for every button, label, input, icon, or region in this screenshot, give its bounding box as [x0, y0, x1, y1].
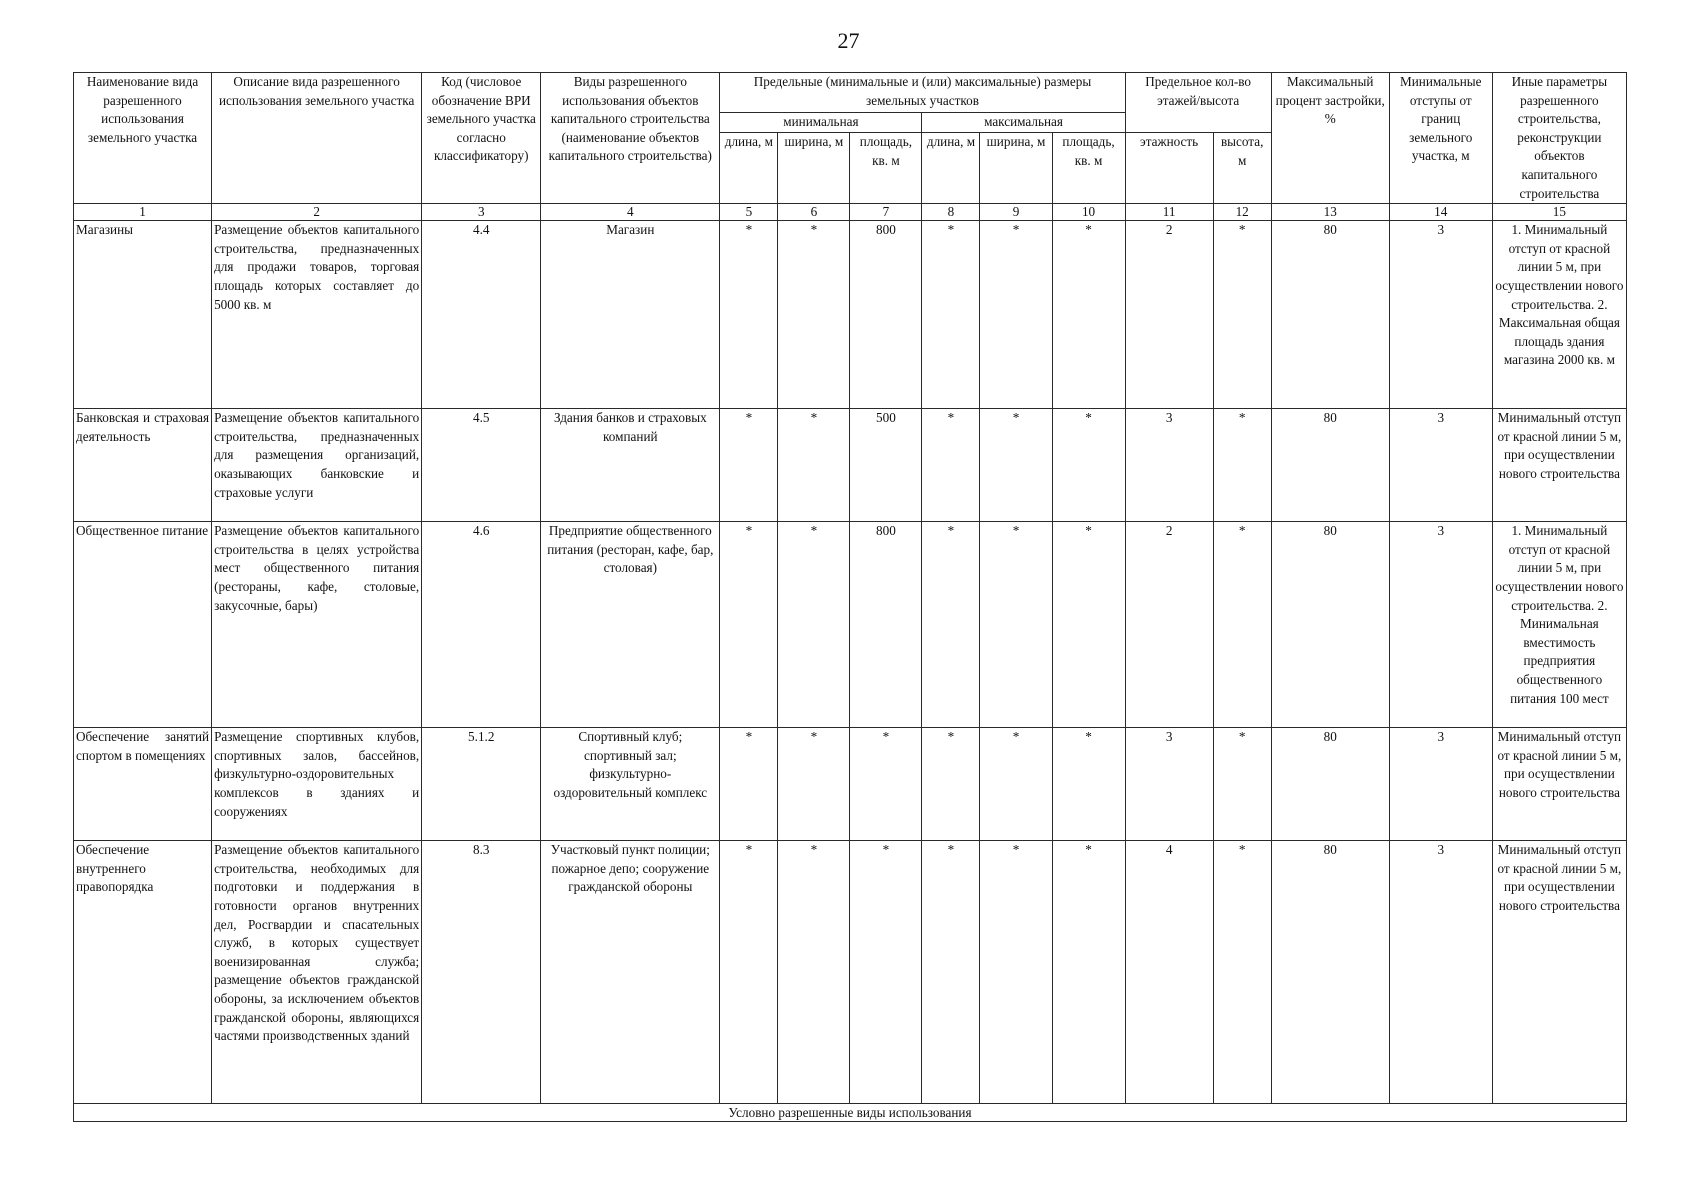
header-min-width: ширина, м: [778, 133, 850, 204]
cell-min-length: *: [720, 221, 778, 409]
header-height: высота, м: [1213, 133, 1271, 204]
section-footer: Условно разрешенные виды использования: [74, 1104, 1627, 1122]
cell-max-area: *: [1052, 728, 1125, 841]
column-number: 6: [778, 204, 850, 221]
table-row: [74, 841, 1627, 1104]
cell-floors: 4: [1125, 841, 1213, 1104]
header-max-length: длина, м: [922, 133, 980, 204]
column-number: 9: [980, 204, 1052, 221]
cell-max-length: *: [922, 841, 980, 1104]
cell-max-width: *: [980, 728, 1052, 841]
cell-description: Размещение спортивных клубов, спортивных залов, бассейнов, физкультурно-оздоровительных комплексов в зданиях и сооружениях: [212, 728, 422, 841]
header-limits: Предельные (минимальные и (или) максимальные) размеры земельных участков: [720, 73, 1125, 113]
cell-setback: 3: [1389, 841, 1492, 1104]
column-number: 13: [1271, 204, 1389, 221]
cell-name: Общественное питание: [74, 522, 212, 728]
cell-min-length: *: [720, 409, 778, 522]
cell-percent: 80: [1271, 728, 1389, 841]
cell-max-area: *: [1052, 409, 1125, 522]
cell-height: *: [1213, 728, 1271, 841]
cell-code: 4.6: [422, 522, 541, 728]
column-number: 2: [212, 204, 422, 221]
cell-name: Обеспечение внутреннего правопорядка: [74, 841, 212, 1104]
column-number: 1: [74, 204, 212, 221]
header-min-length: длина, м: [720, 133, 778, 204]
header-min-setback: Минимальные отступы от границ земельного участка, м: [1389, 73, 1492, 204]
table-row: [74, 409, 1627, 522]
cell-max-length: *: [922, 728, 980, 841]
cell-code: 8.3: [422, 841, 541, 1104]
regulations-table: [73, 72, 1627, 1122]
cell-description: Размещение объектов капитального строительства, предназначенных для продажи товаров, торговая площадь которых составляет до 5000 кв. м: [212, 221, 422, 409]
column-number: 15: [1492, 204, 1626, 221]
column-number: 10: [1052, 204, 1125, 221]
cell-min-area: 800: [850, 522, 922, 728]
cell-name: Обеспечение занятий спортом в помещениях: [74, 728, 212, 841]
table-row: [74, 522, 1627, 728]
header-min: минимальная: [720, 112, 922, 132]
cell-min-width: *: [778, 409, 850, 522]
cell-max-length: *: [922, 522, 980, 728]
cell-min-area: 500: [850, 409, 922, 522]
cell-setback: 3: [1389, 221, 1492, 409]
column-number: 7: [850, 204, 922, 221]
cell-objects: Предприятие общественного питания (ресторан, кафе, бар, столовая): [541, 522, 720, 728]
cell-height: *: [1213, 221, 1271, 409]
cell-description: Размещение объектов капитального строительства, предназначенных для размещения организаций, оказывающих банковские и страховые услуги: [212, 409, 422, 522]
cell-objects: Здания банков и страховых компаний: [541, 409, 720, 522]
cell-percent: 80: [1271, 522, 1389, 728]
cell-objects: Спортивный клуб; спортивный зал; физкультурно-оздоровительный комплекс: [541, 728, 720, 841]
cell-max-area: *: [1052, 522, 1125, 728]
header-floors-height: Предельное кол-во этажей/высота: [1125, 73, 1271, 133]
cell-other: Минимальный отступ от красной линии 5 м, при осуществлении нового строительства: [1492, 728, 1626, 841]
cell-objects: Магазин: [541, 221, 720, 409]
cell-floors: 3: [1125, 409, 1213, 522]
cell-description: Размещение объектов капитального строительства, необходимых для подготовки и поддержания в готовности органов внутренних дел, Росгвардии и спасательных служб, в которых существует военизированная служба; размещение объектов гражданской обороны, за исключением объектов гражданской обороны, являющихся частями производственных зданий: [212, 841, 422, 1104]
cell-max-width: *: [980, 522, 1052, 728]
cell-min-length: *: [720, 522, 778, 728]
cell-code: 5.1.2: [422, 728, 541, 841]
cell-max-area: *: [1052, 841, 1125, 1104]
column-number-row: [74, 204, 1627, 221]
header-other: Иные параметры разрешенного строительства, реконструкции объектов капитального строительства: [1492, 73, 1626, 204]
cell-setback: 3: [1389, 522, 1492, 728]
column-number: 11: [1125, 204, 1213, 221]
cell-min-length: *: [720, 728, 778, 841]
cell-height: *: [1213, 409, 1271, 522]
cell-min-area: 800: [850, 221, 922, 409]
header-floors: этажность: [1125, 133, 1213, 204]
column-number: 8: [922, 204, 980, 221]
column-number: 3: [422, 204, 541, 221]
cell-min-width: *: [778, 841, 850, 1104]
cell-objects: Участковый пункт полиции; пожарное депо; сооружение гражданской обороны: [541, 841, 720, 1104]
header-code: Код (числовое обозначение ВРИ земельного участка согласно классификатору): [422, 73, 541, 204]
cell-code: 4.5: [422, 409, 541, 522]
cell-max-width: *: [980, 841, 1052, 1104]
cell-setback: 3: [1389, 409, 1492, 522]
column-number: 5: [720, 204, 778, 221]
cell-max-area: *: [1052, 221, 1125, 409]
cell-floors: 2: [1125, 221, 1213, 409]
cell-max-length: *: [922, 409, 980, 522]
header-description: Описание вида разрешенного использования земельного участка: [212, 73, 422, 204]
cell-other: Минимальный отступ от красной линии 5 м, при осуществлении нового строительства: [1492, 409, 1626, 522]
header-max-percent: Максимальный процент застройки, %: [1271, 73, 1389, 204]
cell-description: Размещение объектов капитального строительства в целях устройства мест общественного питания (рестораны, кафе, столовые, закусочные, бары): [212, 522, 422, 728]
page-number: 27: [837, 28, 860, 53]
cell-min-area: *: [850, 841, 922, 1104]
cell-other: 1. Минимальный отступ от красной линии 5 м, при осуществлении нового строительства. 2. Максимальная общая площадь здания магазина 2000 кв. м: [1492, 221, 1626, 409]
cell-percent: 80: [1271, 409, 1389, 522]
cell-min-area: *: [850, 728, 922, 841]
cell-max-length: *: [922, 221, 980, 409]
header-max: максимальная: [922, 112, 1125, 132]
header-row-1: [74, 73, 1627, 113]
table-row: [74, 221, 1627, 409]
cell-other: 1. Минимальный отступ от красной линии 5 м, при осуществлении нового строительства. 2. Минимальная вместимость предприятия общественного питания 100 мест: [1492, 522, 1626, 728]
column-number: 4: [541, 204, 720, 221]
cell-min-width: *: [778, 221, 850, 409]
cell-height: *: [1213, 841, 1271, 1104]
cell-min-width: *: [778, 728, 850, 841]
cell-max-width: *: [980, 221, 1052, 409]
header-max-area: площадь, кв. м: [1052, 133, 1125, 204]
cell-setback: 3: [1389, 728, 1492, 841]
header-max-width: ширина, м: [980, 133, 1052, 204]
cell-height: *: [1213, 522, 1271, 728]
cell-max-width: *: [980, 409, 1052, 522]
cell-name: Банковская и страховая деятельность: [74, 409, 212, 522]
cell-name: Магазины: [74, 221, 212, 409]
cell-min-length: *: [720, 841, 778, 1104]
cell-percent: 80: [1271, 221, 1389, 409]
header-name: Наименование вида разрешенного использования земельного участка: [74, 73, 212, 204]
section-footer-row: [74, 1104, 1627, 1122]
cell-floors: 2: [1125, 522, 1213, 728]
cell-code: 4.4: [422, 221, 541, 409]
cell-floors: 3: [1125, 728, 1213, 841]
column-number: 14: [1389, 204, 1492, 221]
cell-min-width: *: [778, 522, 850, 728]
cell-other: Минимальный отступ от красной линии 5 м, при осуществлении нового строительства: [1492, 841, 1626, 1104]
cell-percent: 80: [1271, 841, 1389, 1104]
header-min-area: площадь, кв. м: [850, 133, 922, 204]
column-number: 12: [1213, 204, 1271, 221]
header-objects: Виды разрешенного использования объектов капитального строительства (наименование объектов капитального строительства): [541, 73, 720, 204]
table-row: [74, 728, 1627, 841]
